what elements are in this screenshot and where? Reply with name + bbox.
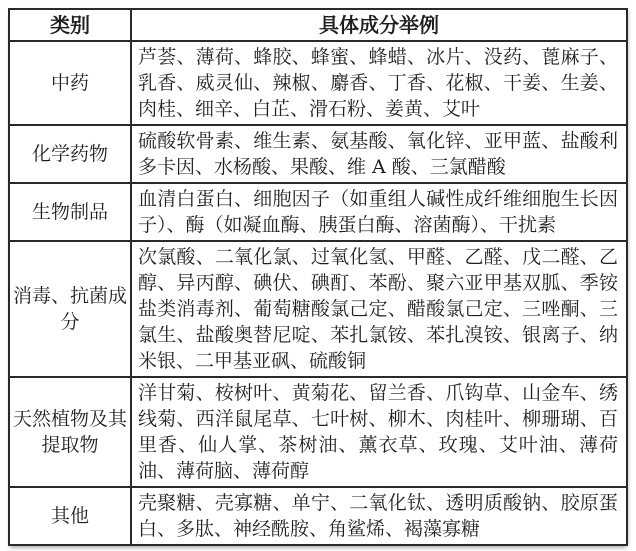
category-cell: 生物制品 — [9, 183, 131, 241]
category-cell: 消毒、抗菌成分 — [9, 241, 131, 377]
category-cell: 其他 — [9, 487, 131, 545]
category-cell: 天然植物及其提取物 — [9, 377, 131, 487]
examples-cell: 壳聚糖、壳寡糖、单宁、二氧化钛、透明质酸钠、胶原蛋白、多肽、神经酰胺、角鲨烯、褐藻寡糖 — [131, 487, 627, 545]
table-row — [9, 241, 627, 377]
category-cell: 化学药物 — [9, 125, 131, 183]
table-row — [9, 125, 627, 183]
category-cell: 中药 — [9, 41, 131, 125]
ingredients-table — [8, 8, 628, 546]
examples-cell: 芦荟、薄荷、蜂胶、蜂蜜、蜂蜡、冰片、没药、蓖麻子、乳香、威灵仙、辣椒、麝香、丁香、花椒、干姜、生姜、肉桂、细辛、白芷、滑石粉、姜黄、艾叶 — [131, 41, 627, 125]
table-row — [9, 487, 627, 545]
column-header-examples: 具体成分举例 — [131, 9, 627, 41]
examples-cell: 次氯酸、二氧化氯、过氧化氢、甲醛、乙醛、戊二醛、乙醇、异丙醇、碘伏、碘酊、苯酚、聚六亚甲基双胍、季铵盐类消毒剂、葡萄糖酸氯己定、醋酸氯己定、三唑酮、三氯生、盐酸奥替尼啶、苯扎氯铵、苯扎溴铵、银离子、纳米银、二甲基亚砜、硫酸铜 — [131, 241, 627, 377]
examples-cell: 洋甘菊、桉树叶、黄菊花、留兰香、爪钩草、山金车、绣线菊、西洋鼠尾草、七叶树、柳木、肉桂叶、柳珊瑚、百里香、仙人掌、茶树油、薰衣草、玫瑰、艾叶油、薄荷油、薄荷脑、薄荷醇 — [131, 377, 627, 487]
examples-cell: 血清白蛋白、细胞因子（如重组人碱性成纤维细胞生长因子）、酶（如凝血酶、胰蛋白酶、溶菌酶）、干扰素 — [131, 183, 627, 241]
examples-cell: 硫酸软骨素、维生素、氨基酸、氧化锌、亚甲蓝、盐酸利多卡因、水杨酸、果酸、维 A 酸、三氯醋酸 — [131, 125, 627, 183]
table-row — [9, 41, 627, 125]
table-row — [9, 183, 627, 241]
column-header-category: 类别 — [9, 9, 131, 41]
header-row — [9, 9, 627, 41]
table-row — [9, 377, 627, 487]
